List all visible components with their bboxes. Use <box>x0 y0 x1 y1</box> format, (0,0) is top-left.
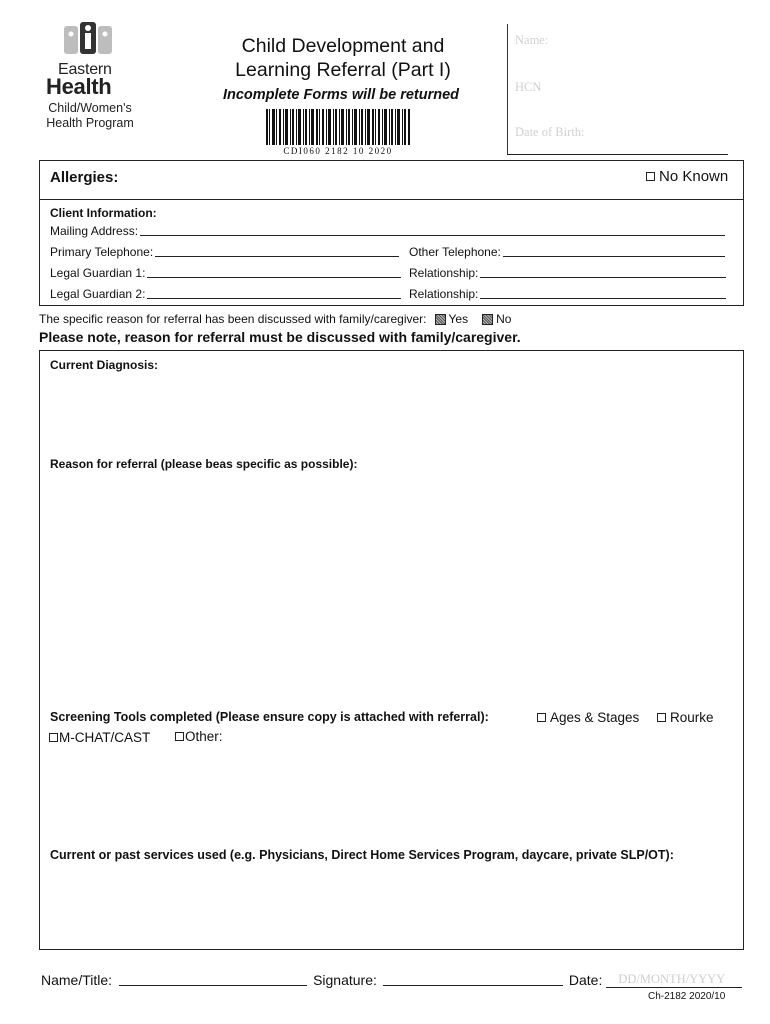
current-diagnosis-label: Current Diagnosis: <box>50 358 159 372</box>
primary-telephone-row <box>50 245 399 259</box>
other-option[interactable] <box>175 729 223 744</box>
form-title-line-1: Child Development and <box>241 35 445 57</box>
legal-guardian-2-field[interactable] <box>147 297 401 299</box>
primary-telephone-field[interactable] <box>155 255 399 257</box>
reason-for-referral-field[interactable] <box>48 476 736 701</box>
ages-stages-checkbox[interactable] <box>537 713 546 722</box>
other-label: Other: <box>185 729 223 744</box>
discussion-text: The specific reason for referral has been discussed with family/caregiver: <box>39 312 427 326</box>
form-title-line-2: Learning Referral (Part I) <box>235 59 451 81</box>
mchat-label: M-CHAT/CAST <box>59 730 151 745</box>
discussion-note: Please note, reason for referral must be discussed with family/caregiver. <box>39 329 521 345</box>
date-placeholder: DD/MONTH/YYYY <box>618 972 726 986</box>
program-name <box>40 101 140 131</box>
relationship-2-field[interactable] <box>480 297 726 299</box>
mailing-address-label: Mailing Address: <box>50 224 139 238</box>
label-name-field[interactable]: Name: <box>515 33 549 47</box>
ages-stages-label: Ages & Stages <box>550 710 640 725</box>
allergies-label: Allergies: <box>50 169 119 186</box>
client-info-heading: Client Information: <box>50 206 157 220</box>
reason-for-referral-label: Reason for referral (please beas specific as possible): <box>50 457 358 471</box>
yes-label: Yes <box>448 312 469 326</box>
label-dob-field[interactable]: Date of Birth: <box>515 125 585 139</box>
signature-label: Signature: <box>313 972 377 988</box>
legal-guardian-1-row <box>50 266 401 280</box>
legal-guardian-2-row <box>50 287 401 301</box>
no-label: No <box>496 312 512 326</box>
other-telephone-label: Other Telephone: <box>409 245 501 259</box>
services-used-field[interactable] <box>48 868 736 942</box>
logo-text-eastern: Eastern <box>58 61 112 78</box>
relationship-1-field[interactable] <box>480 276 726 278</box>
services-used-label: Current or past services used (e.g. Physicians, Direct Home Services Program, daycare, private SLP/OT): <box>50 848 674 862</box>
no-known-label: No Known <box>659 168 729 185</box>
other-telephone-field[interactable] <box>503 255 725 257</box>
logo-text-health: Health <box>46 74 112 99</box>
form-subtitle: Incomplete Forms will be returned <box>222 87 460 103</box>
rourke-checkbox[interactable] <box>657 713 666 722</box>
primary-telephone-label: Primary Telephone: <box>50 245 154 259</box>
other-telephone-row <box>409 245 725 259</box>
date-label: Date: <box>568 972 603 988</box>
rourke-label: Rourke <box>670 710 714 725</box>
eastern-health-logo-icon <box>62 20 114 56</box>
mailing-address-row <box>50 224 725 238</box>
mchat-option[interactable] <box>49 730 150 745</box>
yes-checkbox[interactable] <box>435 314 446 325</box>
date-field[interactable] <box>606 970 742 988</box>
legal-guardian-1-label: Legal Guardian 1: <box>50 266 146 280</box>
form-title <box>212 34 474 82</box>
ages-stages-option[interactable] <box>537 710 639 725</box>
relationship-2-row <box>409 287 726 301</box>
legal-guardian-2-label: Legal Guardian 2: <box>50 287 146 301</box>
rourke-option[interactable] <box>657 710 714 725</box>
program-line-1: Child/Women's <box>48 101 132 115</box>
footer-signature-row <box>41 970 742 988</box>
label-hcn-field[interactable]: HCN <box>515 80 542 94</box>
name-title-field[interactable] <box>119 984 307 986</box>
barcode-number: CDI060 2182 10 2020 <box>283 146 393 156</box>
form-code: Ch-2182 2020/10 <box>648 991 726 1002</box>
signature-field[interactable] <box>383 984 563 986</box>
mailing-address-field[interactable] <box>140 234 725 236</box>
no-known-allergies-option[interactable] <box>646 168 728 185</box>
legal-guardian-1-field[interactable] <box>147 276 401 278</box>
current-diagnosis-field[interactable] <box>48 376 736 448</box>
mchat-checkbox[interactable] <box>49 733 58 742</box>
relationship-1-row <box>409 266 726 280</box>
other-checkbox[interactable] <box>175 732 184 741</box>
program-line-2: Health Program <box>46 116 134 130</box>
relationship-1-label: Relationship: <box>409 266 479 280</box>
name-title-label: Name/Title: <box>41 972 113 988</box>
divider <box>39 199 744 200</box>
discussion-row <box>39 312 511 326</box>
no-known-checkbox[interactable] <box>646 172 655 181</box>
barcode <box>266 109 410 145</box>
relationship-2-label: Relationship: <box>409 287 479 301</box>
screening-tools-label: Screening Tools completed (Please ensure copy is attached with referral): <box>50 710 489 724</box>
no-checkbox[interactable] <box>482 314 493 325</box>
